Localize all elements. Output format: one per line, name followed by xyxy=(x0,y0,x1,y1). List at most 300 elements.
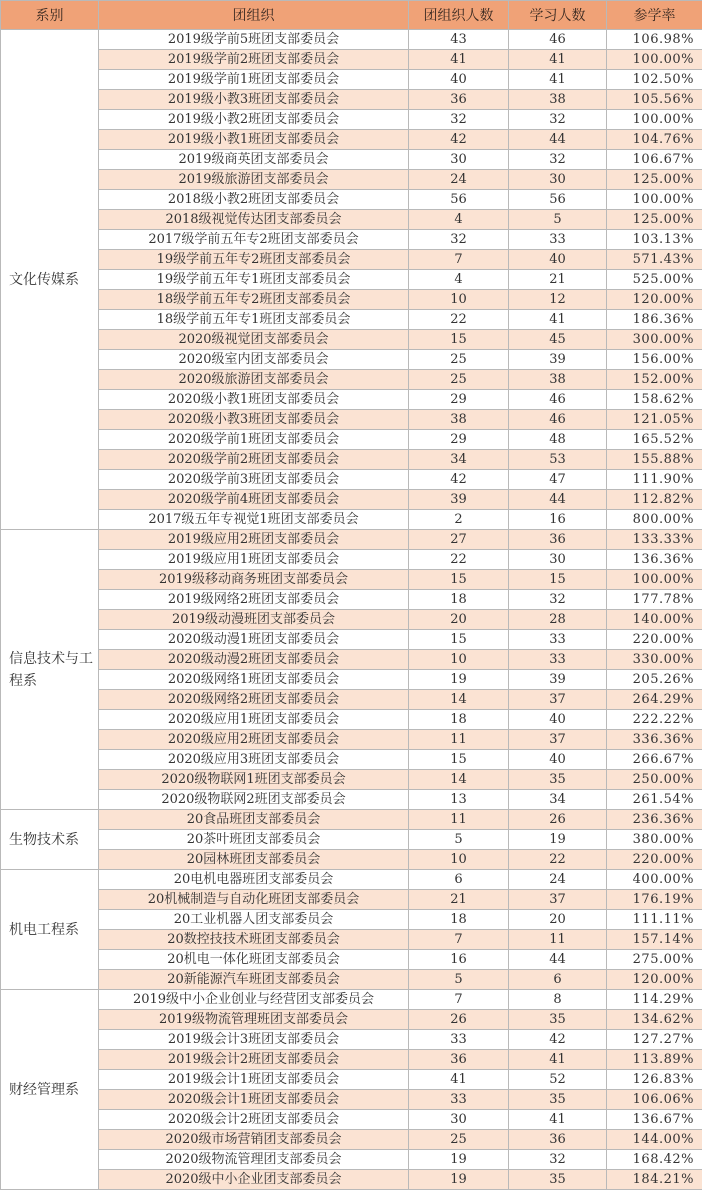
org-count-cell: 26 xyxy=(409,1010,509,1030)
rate-cell: 104.76% xyxy=(607,130,702,150)
org-name-cell: 2020级会计2班团支部委员会 xyxy=(99,1110,409,1130)
org-count-cell: 14 xyxy=(409,770,509,790)
table-row xyxy=(1,670,702,690)
org-count-cell: 33 xyxy=(409,1030,509,1050)
table-row xyxy=(1,770,702,790)
rate-cell: 111.90% xyxy=(607,470,702,490)
org-name-cell: 2020级网络1班团支部委员会 xyxy=(99,670,409,690)
org-count-cell: 11 xyxy=(409,730,509,750)
org-name-cell: 2020级动漫1班团支部委员会 xyxy=(99,630,409,650)
study-count-cell: 40 xyxy=(509,250,607,270)
table-row xyxy=(1,830,702,850)
table-row xyxy=(1,1130,702,1150)
rate-cell: 330.00% xyxy=(607,650,702,670)
org-count-cell: 4 xyxy=(409,210,509,230)
study-count-cell: 30 xyxy=(509,170,607,190)
rate-cell: 168.42% xyxy=(607,1150,702,1170)
rate-cell: 165.52% xyxy=(607,430,702,450)
rate-cell: 222.22% xyxy=(607,710,702,730)
rate-cell: 106.67% xyxy=(607,150,702,170)
rate-cell: 261.54% xyxy=(607,790,702,810)
study-count-cell: 5 xyxy=(509,210,607,230)
table-row xyxy=(1,310,702,330)
org-name-cell: 2019级小教1班团支部委员会 xyxy=(99,130,409,150)
org-name-cell: 2020级学前3班团支部委员会 xyxy=(99,470,409,490)
table-row xyxy=(1,930,702,950)
table-row xyxy=(1,610,702,630)
org-name-cell: 2020级小教3班团支部委员会 xyxy=(99,410,409,430)
study-count-cell: 12 xyxy=(509,290,607,310)
study-count-cell: 48 xyxy=(509,430,607,450)
org-count-cell: 33 xyxy=(409,1090,509,1110)
header-dept: 系别 xyxy=(1,1,99,30)
org-name-cell: 2019级中小企业创业与经营团支部委员会 xyxy=(99,990,409,1010)
table-row xyxy=(1,150,702,170)
org-name-cell: 2019级会计2班团支部委员会 xyxy=(99,1050,409,1070)
org-name-cell: 2020级视觉团支部委员会 xyxy=(99,330,409,350)
org-count-cell: 10 xyxy=(409,290,509,310)
study-count-cell: 47 xyxy=(509,470,607,490)
rate-cell: 106.98% xyxy=(607,30,702,50)
org-count-cell: 14 xyxy=(409,690,509,710)
rate-cell: 144.00% xyxy=(607,1130,702,1150)
table-row xyxy=(1,1070,702,1090)
study-count-cell: 36 xyxy=(509,1130,607,1150)
header-rate: 参学率 xyxy=(607,1,702,30)
table-row xyxy=(1,990,702,1010)
table-row xyxy=(1,530,702,550)
org-count-cell: 16 xyxy=(409,950,509,970)
org-name-cell: 2017级五年专视觉1班团支部委员会 xyxy=(99,510,409,530)
study-count-cell: 32 xyxy=(509,1150,607,1170)
org-count-cell: 30 xyxy=(409,150,509,170)
org-count-cell: 30 xyxy=(409,1110,509,1130)
study-count-cell: 46 xyxy=(509,30,607,50)
org-name-cell: 20机械制造与自动化班团支部委员会 xyxy=(99,890,409,910)
rate-cell: 158.62% xyxy=(607,390,702,410)
study-count-cell: 6 xyxy=(509,970,607,990)
study-count-cell: 36 xyxy=(509,530,607,550)
dept-cell: 信息技术与工程系 xyxy=(1,530,99,810)
study-count-cell: 35 xyxy=(509,1090,607,1110)
table-row xyxy=(1,1150,702,1170)
table-row xyxy=(1,750,702,770)
table-row xyxy=(1,910,702,930)
org-name-cell: 20机电一体化班团支部委员会 xyxy=(99,950,409,970)
study-count-cell: 46 xyxy=(509,390,607,410)
rate-cell: 186.36% xyxy=(607,310,702,330)
org-name-cell: 2019级网络2班团支部委员会 xyxy=(99,590,409,610)
study-count-cell: 38 xyxy=(509,370,607,390)
table-row xyxy=(1,790,702,810)
org-name-cell: 2019级会计1班团支部委员会 xyxy=(99,1070,409,1090)
org-name-cell: 2020级会计1班团支部委员会 xyxy=(99,1090,409,1110)
study-count-cell: 15 xyxy=(509,570,607,590)
org-count-cell: 15 xyxy=(409,570,509,590)
table-row xyxy=(1,810,702,830)
rate-cell: 100.00% xyxy=(607,190,702,210)
rate-cell: 133.33% xyxy=(607,530,702,550)
org-count-cell: 34 xyxy=(409,450,509,470)
org-count-cell: 24 xyxy=(409,170,509,190)
rate-cell: 336.36% xyxy=(607,730,702,750)
dept-cell: 生物技术系 xyxy=(1,810,99,870)
rate-cell: 176.19% xyxy=(607,890,702,910)
org-count-cell: 15 xyxy=(409,630,509,650)
rate-cell: 103.13% xyxy=(607,230,702,250)
org-count-cell: 41 xyxy=(409,50,509,70)
org-count-cell: 36 xyxy=(409,1050,509,1070)
table-row xyxy=(1,410,702,430)
study-count-cell: 33 xyxy=(509,630,607,650)
study-count-cell: 33 xyxy=(509,230,607,250)
study-count-cell: 41 xyxy=(509,1050,607,1070)
org-count-cell: 7 xyxy=(409,250,509,270)
org-name-cell: 20工业机器人团支部委员会 xyxy=(99,910,409,930)
rate-cell: 205.26% xyxy=(607,670,702,690)
org-count-cell: 18 xyxy=(409,590,509,610)
org-count-cell: 18 xyxy=(409,710,509,730)
rate-cell: 134.62% xyxy=(607,1010,702,1030)
org-name-cell: 2020级学前2班团支部委员会 xyxy=(99,450,409,470)
rate-cell: 136.67% xyxy=(607,1110,702,1130)
org-count-cell: 25 xyxy=(409,350,509,370)
org-count-cell: 7 xyxy=(409,990,509,1010)
org-name-cell: 19级学前五年专1班团支部委员会 xyxy=(99,270,409,290)
study-count-cell: 35 xyxy=(509,1010,607,1030)
org-count-cell: 38 xyxy=(409,410,509,430)
rate-cell: 100.00% xyxy=(607,110,702,130)
study-count-cell: 44 xyxy=(509,490,607,510)
header-study-count: 学习人数 xyxy=(509,1,607,30)
org-name-cell: 20电机电器班团支部委员会 xyxy=(99,870,409,890)
study-count-cell: 39 xyxy=(509,350,607,370)
table-row xyxy=(1,1110,702,1130)
org-count-cell: 5 xyxy=(409,970,509,990)
table-row xyxy=(1,170,702,190)
header-org: 团组织 xyxy=(99,1,409,30)
rate-cell: 157.14% xyxy=(607,930,702,950)
org-count-cell: 32 xyxy=(409,110,509,130)
study-count-cell: 44 xyxy=(509,950,607,970)
org-count-cell: 10 xyxy=(409,850,509,870)
study-count-cell: 35 xyxy=(509,1170,607,1190)
org-count-cell: 7 xyxy=(409,930,509,950)
org-count-cell: 22 xyxy=(409,550,509,570)
table-body xyxy=(1,30,702,1190)
study-count-cell: 53 xyxy=(509,450,607,470)
study-count-cell: 35 xyxy=(509,770,607,790)
org-count-cell: 19 xyxy=(409,1150,509,1170)
table-row xyxy=(1,630,702,650)
org-count-cell: 10 xyxy=(409,650,509,670)
study-count-cell: 40 xyxy=(509,710,607,730)
table-row xyxy=(1,50,702,70)
rate-cell: 125.00% xyxy=(607,210,702,230)
table-row xyxy=(1,390,702,410)
table-row xyxy=(1,1030,702,1050)
org-count-cell: 20 xyxy=(409,610,509,630)
org-count-cell: 22 xyxy=(409,310,509,330)
study-count-cell: 41 xyxy=(509,310,607,330)
table-row xyxy=(1,890,702,910)
org-name-cell: 2019级应用1班团支部委员会 xyxy=(99,550,409,570)
org-count-cell: 27 xyxy=(409,530,509,550)
org-count-cell: 19 xyxy=(409,670,509,690)
study-count-cell: 40 xyxy=(509,750,607,770)
org-count-cell: 29 xyxy=(409,390,509,410)
org-count-cell: 19 xyxy=(409,1170,509,1190)
table-row xyxy=(1,270,702,290)
table-row xyxy=(1,130,702,150)
rate-cell: 100.00% xyxy=(607,570,702,590)
org-count-cell: 21 xyxy=(409,890,509,910)
org-count-cell: 36 xyxy=(409,90,509,110)
table-row xyxy=(1,1050,702,1070)
rate-cell: 236.36% xyxy=(607,810,702,830)
rate-cell: 571.43% xyxy=(607,250,702,270)
org-name-cell: 20园林班团支部委员会 xyxy=(99,850,409,870)
study-count-cell: 8 xyxy=(509,990,607,1010)
study-count-cell: 11 xyxy=(509,930,607,950)
study-count-cell: 32 xyxy=(509,110,607,130)
rate-cell: 105.56% xyxy=(607,90,702,110)
org-count-cell: 29 xyxy=(409,430,509,450)
rate-cell: 177.78% xyxy=(607,590,702,610)
study-count-cell: 21 xyxy=(509,270,607,290)
rate-cell: 155.88% xyxy=(607,450,702,470)
org-name-cell: 2020级学前1班团支部委员会 xyxy=(99,430,409,450)
table-row xyxy=(1,350,702,370)
org-count-cell: 5 xyxy=(409,830,509,850)
org-name-cell: 20食品班团支部委员会 xyxy=(99,810,409,830)
org-name-cell: 18级学前五年专1班团支部委员会 xyxy=(99,310,409,330)
org-name-cell: 2019级动漫班团支部委员会 xyxy=(99,610,409,630)
org-name-cell: 2020级应用3班团支部委员会 xyxy=(99,750,409,770)
org-name-cell: 2019级学前2班团支部委员会 xyxy=(99,50,409,70)
org-count-cell: 11 xyxy=(409,810,509,830)
table-row xyxy=(1,590,702,610)
study-count-cell: 37 xyxy=(509,730,607,750)
study-count-cell: 45 xyxy=(509,330,607,350)
study-count-cell: 19 xyxy=(509,830,607,850)
table-row xyxy=(1,650,702,670)
org-name-cell: 2019级商英团支部委员会 xyxy=(99,150,409,170)
study-count-cell: 42 xyxy=(509,1030,607,1050)
org-name-cell: 20新能源汽车班团支部委员会 xyxy=(99,970,409,990)
org-name-cell: 2019级应用2班团支部委员会 xyxy=(99,530,409,550)
rate-cell: 102.50% xyxy=(607,70,702,90)
table-row xyxy=(1,190,702,210)
study-count-cell: 34 xyxy=(509,790,607,810)
org-name-cell: 2019级移动商务班团支部委员会 xyxy=(99,570,409,590)
org-count-cell: 43 xyxy=(409,30,509,50)
table-row xyxy=(1,250,702,270)
rate-cell: 127.27% xyxy=(607,1030,702,1050)
org-name-cell: 2017级学前五年专2班团支部委员会 xyxy=(99,230,409,250)
org-count-cell: 25 xyxy=(409,1130,509,1150)
table-row xyxy=(1,690,702,710)
org-name-cell: 2020级物流管理团支部委员会 xyxy=(99,1150,409,1170)
rate-cell: 400.00% xyxy=(607,870,702,890)
org-count-cell: 42 xyxy=(409,470,509,490)
table-row xyxy=(1,290,702,310)
org-name-cell: 2019级小教2班团支部委员会 xyxy=(99,110,409,130)
org-count-cell: 56 xyxy=(409,190,509,210)
org-name-cell: 2019级旅游团支部委员会 xyxy=(99,170,409,190)
dept-cell: 文化传媒系 xyxy=(1,30,99,530)
table-row xyxy=(1,450,702,470)
table-row xyxy=(1,970,702,990)
rate-cell: 250.00% xyxy=(607,770,702,790)
org-name-cell: 2020级中小企业团支部委员会 xyxy=(99,1170,409,1190)
study-count-cell: 56 xyxy=(509,190,607,210)
study-count-cell: 32 xyxy=(509,150,607,170)
org-count-cell: 13 xyxy=(409,790,509,810)
table-row xyxy=(1,470,702,490)
org-count-cell: 4 xyxy=(409,270,509,290)
org-count-cell: 6 xyxy=(409,870,509,890)
org-name-cell: 2019级学前5班团支部委员会 xyxy=(99,30,409,50)
org-count-cell: 42 xyxy=(409,130,509,150)
study-count-cell: 26 xyxy=(509,810,607,830)
rate-cell: 275.00% xyxy=(607,950,702,970)
org-name-cell: 2020级物联网2班团支部委员会 xyxy=(99,790,409,810)
org-name-cell: 2020级应用1班团支部委员会 xyxy=(99,710,409,730)
org-name-cell: 2018级视觉传达团支部委员会 xyxy=(99,210,409,230)
rate-cell: 264.29% xyxy=(607,690,702,710)
table-row xyxy=(1,510,702,530)
org-name-cell: 2019级学前1班团支部委员会 xyxy=(99,70,409,90)
study-count-cell: 38 xyxy=(509,90,607,110)
org-name-cell: 2020级动漫2班团支部委员会 xyxy=(99,650,409,670)
org-count-cell: 15 xyxy=(409,750,509,770)
rate-cell: 300.00% xyxy=(607,330,702,350)
org-name-cell: 2019级小教3班团支部委员会 xyxy=(99,90,409,110)
rate-cell: 156.00% xyxy=(607,350,702,370)
org-count-cell: 18 xyxy=(409,910,509,930)
table-row xyxy=(1,950,702,970)
org-count-cell: 25 xyxy=(409,370,509,390)
study-count-cell: 37 xyxy=(509,890,607,910)
dept-cell: 机电工程系 xyxy=(1,870,99,990)
rate-cell: 121.05% xyxy=(607,410,702,430)
study-count-cell: 39 xyxy=(509,670,607,690)
org-count-cell: 41 xyxy=(409,1070,509,1090)
header-org-count: 团组织人数 xyxy=(409,1,509,30)
rate-cell: 152.00% xyxy=(607,370,702,390)
study-count-cell: 41 xyxy=(509,50,607,70)
rate-cell: 380.00% xyxy=(607,830,702,850)
org-name-cell: 2020级旅游团支部委员会 xyxy=(99,370,409,390)
study-count-cell: 30 xyxy=(509,550,607,570)
org-count-cell: 40 xyxy=(409,70,509,90)
study-count-cell: 52 xyxy=(509,1070,607,1090)
study-count-cell: 41 xyxy=(509,1110,607,1130)
table-row xyxy=(1,1090,702,1110)
table-row xyxy=(1,730,702,750)
study-count-cell: 33 xyxy=(509,650,607,670)
header-row xyxy=(1,1,702,30)
rate-cell: 120.00% xyxy=(607,970,702,990)
rate-cell: 266.67% xyxy=(607,750,702,770)
study-count-cell: 22 xyxy=(509,850,607,870)
study-count-cell: 28 xyxy=(509,610,607,630)
rate-cell: 111.11% xyxy=(607,910,702,930)
org-count-cell: 15 xyxy=(409,330,509,350)
org-name-cell: 2020级小教1班团支部委员会 xyxy=(99,390,409,410)
dept-cell: 财经管理系 xyxy=(1,990,99,1190)
study-count-cell: 32 xyxy=(509,590,607,610)
rate-cell: 100.00% xyxy=(607,50,702,70)
org-name-cell: 2019级物流管理班团支部委员会 xyxy=(99,1010,409,1030)
rate-cell: 220.00% xyxy=(607,850,702,870)
org-name-cell: 2020级应用2班团支部委员会 xyxy=(99,730,409,750)
rate-cell: 184.21% xyxy=(607,1170,702,1190)
study-count-cell: 24 xyxy=(509,870,607,890)
org-name-cell: 2020级网络2班团支部委员会 xyxy=(99,690,409,710)
table-row xyxy=(1,30,702,50)
org-count-cell: 32 xyxy=(409,230,509,250)
study-count-cell: 44 xyxy=(509,130,607,150)
table-row xyxy=(1,330,702,350)
rate-cell: 140.00% xyxy=(607,610,702,630)
org-count-cell: 39 xyxy=(409,490,509,510)
rate-cell: 112.82% xyxy=(607,490,702,510)
org-name-cell: 20数控技技术班团支部委员会 xyxy=(99,930,409,950)
table-row xyxy=(1,710,702,730)
table-row xyxy=(1,490,702,510)
study-count-cell: 41 xyxy=(509,70,607,90)
org-name-cell: 20茶叶班团支部委员会 xyxy=(99,830,409,850)
rate-cell: 114.29% xyxy=(607,990,702,1010)
table-row xyxy=(1,1010,702,1030)
table-row xyxy=(1,1170,702,1190)
table-row xyxy=(1,550,702,570)
rate-cell: 800.00% xyxy=(607,510,702,530)
table-row xyxy=(1,90,702,110)
table-row xyxy=(1,230,702,250)
rate-cell: 126.83% xyxy=(607,1070,702,1090)
rate-cell: 120.00% xyxy=(607,290,702,310)
rate-cell: 106.06% xyxy=(607,1090,702,1110)
table-row xyxy=(1,870,702,890)
org-name-cell: 2020级室内团支部委员会 xyxy=(99,350,409,370)
org-name-cell: 2018级小教2班团支部委员会 xyxy=(99,190,409,210)
org-name-cell: 18级学前五年专2班团支部委员会 xyxy=(99,290,409,310)
table-row xyxy=(1,70,702,90)
table-row xyxy=(1,850,702,870)
rate-cell: 113.89% xyxy=(607,1050,702,1070)
table-row xyxy=(1,210,702,230)
rate-cell: 525.00% xyxy=(607,270,702,290)
table-row xyxy=(1,430,702,450)
rate-cell: 136.36% xyxy=(607,550,702,570)
study-count-cell: 20 xyxy=(509,910,607,930)
org-name-cell: 2020级市场营销团支部委员会 xyxy=(99,1130,409,1150)
rate-cell: 220.00% xyxy=(607,630,702,650)
rate-cell: 125.00% xyxy=(607,170,702,190)
study-count-cell: 46 xyxy=(509,410,607,430)
org-name-cell: 2019级会计3班团支部委员会 xyxy=(99,1030,409,1050)
study-count-cell: 37 xyxy=(509,690,607,710)
org-name-cell: 2020级物联网1班团支部委员会 xyxy=(99,770,409,790)
table-row xyxy=(1,370,702,390)
org-name-cell: 19级学前五年专2班团支部委员会 xyxy=(99,250,409,270)
table-row xyxy=(1,110,702,130)
org-name-cell: 2020级学前4班团支部委员会 xyxy=(99,490,409,510)
table-row xyxy=(1,570,702,590)
